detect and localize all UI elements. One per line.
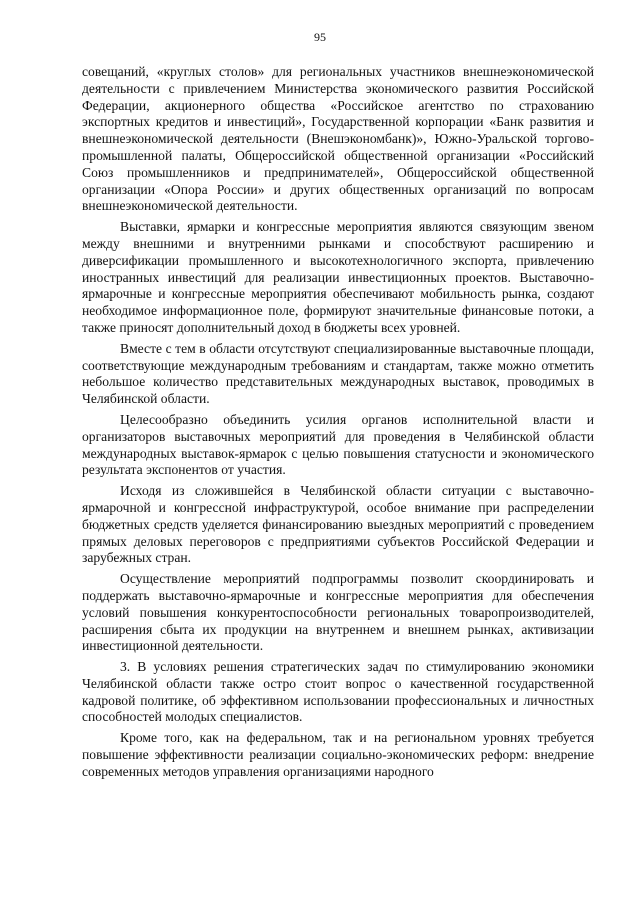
paragraph-2: Выставки, ярмарки и конгрессные мероприятия являются связующим звеном между внешними и внутренними рынками и способствуют расширению и диверсификации промышленного и высокотехнологичного экспорта, привлечению иностранных инвестиций для реализации инвестиционных проектов. Выставочно-ярмарочные и конгрессные мероприятия обеспечивают мобильность рынка, создают необходимое информационное поле, формируют значительные финансовые потоки, а также приносят дополнительный доход в бюджеты всех уровней. — [82, 219, 594, 335]
paragraph-4: Целесообразно объединить усилия органов исполнительной власти и организаторов выставочных мероприятий для проведения в Челябинской области международных выставок-ярмарок с целью повышения статусности и экономического результата экспонентов от участия. — [82, 411, 594, 478]
paragraph-1: совещаний, «круглых столов» для региональных участников внешнеэкономической деятельности с привлечением Министерства экономического развития Российской Федерации, акционерного общества «Российское агентство по страхованию экспортных кредитов и инвестиций», Государственной корпорации «Банк развития и внешнеэкономической деятельности (Внешэкономбанк)», Южно-Уральской торгово-промышленной палаты, Общероссийской общественной организации «Российский Союз промышленников и предпринимателей», Общероссийской общественной организации «Опора России» и других общественных организаций по вопросам внешнеэкономической деятельности. — [82, 64, 594, 214]
paragraph-6: Осуществление мероприятий подпрограммы позволит скоординировать и поддержать выставочно-ярмарочные и конгрессные мероприятия для обеспечения условий повышения конкурентоспособности региональных товаропроизводителей, расширения сбыта их продукции на внутреннем и внешнем рынках, активизации инвестиционной деятельности. — [82, 571, 594, 654]
paragraph-5: Исходя из сложившейся в Челябинской области ситуации с выставочно-ярмарочной и конгрессной инфраструктурой, особое внимание при распределении бюджетных средств уделяется финансированию выездных мероприятий с проведением прямых деловых переговоров с предприятиями субъектов Российской Федерации и зарубежных стран. — [82, 483, 594, 566]
paragraph-8: Кроме того, как на федеральном, так и на региональном уровнях требуется повышение эффективности реализации социально-экономических реформ: внедрение современных методов управления организациями народного — [82, 730, 594, 779]
paragraph-3: Вместе с тем в области отсутствуют специализированные выставочные площади, соответствующие международным требованиям и стандартам, также можно отметить небольшое количество представительных международных выставок, проводимых в Челябинской области. — [82, 340, 594, 407]
page-number: 95 — [314, 30, 326, 44]
paragraph-7: 3. В условиях решения стратегических задач по стимулированию экономики Челябинской области также остро стоит вопрос о качественной государственной кадровой политике, об эффективном использовании профессиональных и личностных способностей молодых специалистов. — [82, 659, 594, 725]
document-body — [82, 64, 594, 781]
